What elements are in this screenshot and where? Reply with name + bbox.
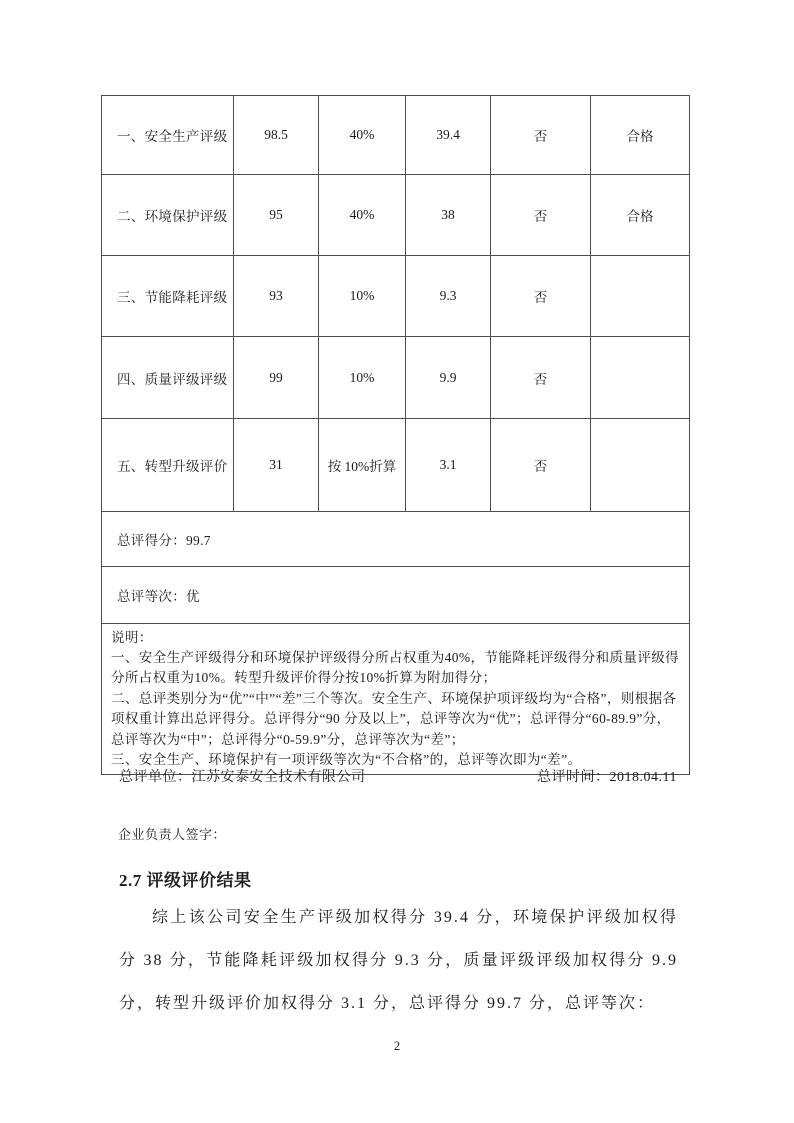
weighted-score-cell: 38 — [406, 175, 491, 256]
weighted-score-cell: 3.1 — [406, 419, 491, 512]
veto-cell: 否 — [491, 256, 591, 337]
score-cell: 93 — [234, 256, 319, 337]
signature-label: 企业负责人签字： — [118, 827, 227, 842]
grade-cell: 合格 — [591, 96, 690, 175]
weight-cell: 10% — [319, 256, 406, 337]
table-row — [102, 175, 690, 256]
overall-score-label: 总评得分： — [117, 533, 186, 548]
veto-cell: 否 — [491, 96, 591, 175]
item-label-cell: 四、质量评级评级 — [102, 337, 234, 419]
notes-row — [102, 624, 690, 775]
item-label-cell: 二、环境保护评级 — [102, 175, 234, 256]
veto-cell: 否 — [491, 175, 591, 256]
overall-grade-cell — [102, 567, 690, 624]
weight-cell: 按 10%折算 — [319, 419, 406, 512]
overall-grade-value: 优 — [186, 589, 200, 604]
grade-cell: 合格 — [591, 175, 690, 256]
table-row — [102, 96, 690, 175]
weighted-score-cell: 9.3 — [406, 256, 491, 337]
veto-cell: 否 — [491, 337, 591, 419]
rating-time — [537, 766, 677, 786]
grade-cell — [591, 419, 690, 512]
rating-unit — [119, 766, 366, 786]
item-label-cell: 一、安全生产评级 — [102, 96, 234, 175]
result-paragraph: 综上该公司安全生产评级加权得分 39.4 分，环境保护评级加权得分 38 分，节能降耗评级加权得分 9.3 分，质量评级评级加权得分 9.9 分，转型升级评价加权得分 3.1 分，总评得分 99.7 分，总评等次： — [119, 909, 678, 1012]
table-row — [102, 337, 690, 419]
rating-time-label: 总评时间： — [537, 770, 610, 785]
note-3: 三、安全生产、环境保护有一项评级等次为“不合格”的，总评等次即为“差”。 — [111, 752, 582, 768]
rating-unit-label: 总评单位： — [119, 770, 192, 785]
weighted-score-cell: 9.9 — [406, 337, 491, 419]
item-label-cell: 三、节能降耗评级 — [102, 256, 234, 337]
table-row — [102, 419, 690, 512]
grade-cell — [591, 337, 690, 419]
notes-title: 说明： — [111, 629, 153, 645]
evaluation-table — [101, 95, 690, 775]
note-1: 一、安全生产评级得分和环境保护评级得分所占权重为40%，节能降耗评级得分和质量评级得分所占权重为10%。转型升级评价得分按10%折算为附加得分； — [111, 649, 680, 686]
item-label-cell: 五、转型升级评价 — [102, 419, 234, 512]
page-number: 2 — [393, 1039, 401, 1053]
note-2: 二、总评类别分为“优”“中”“差”三个等次。安全生产、环境保护项评级均为“合格”，则根据各项权重计算出总评得分。总评得分“90 分及以上”，总评等次为“优”；总评得分“60-89.9”分，总评等次为“中”；总评得分“0-59.9”分，总评等次为“差”； — [111, 690, 677, 747]
weight-cell: 40% — [319, 96, 406, 175]
overall-grade-row — [102, 567, 690, 624]
section-heading: 2.7 评级评价结果 — [119, 871, 252, 890]
overall-score-row — [102, 512, 690, 567]
weighted-score-cell: 39.4 — [406, 96, 491, 175]
score-cell: 98.5 — [234, 96, 319, 175]
weight-cell: 10% — [319, 337, 406, 419]
grade-cell — [591, 256, 690, 337]
rating-time-value: 2018.04.11 — [609, 770, 677, 785]
overall-score-cell — [102, 512, 690, 567]
score-cell: 99 — [234, 337, 319, 419]
score-cell: 95 — [234, 175, 319, 256]
weight-cell: 40% — [319, 175, 406, 256]
veto-cell: 否 — [491, 419, 591, 512]
summary-line — [119, 766, 677, 786]
overall-grade-label: 总评等次： — [117, 589, 186, 604]
score-cell: 31 — [234, 419, 319, 512]
overall-score-value: 99.7 — [186, 533, 211, 548]
rating-unit-value: 江苏安泰安全技术有限公司 — [191, 770, 366, 785]
table-row — [102, 256, 690, 337]
notes-cell — [102, 624, 690, 775]
